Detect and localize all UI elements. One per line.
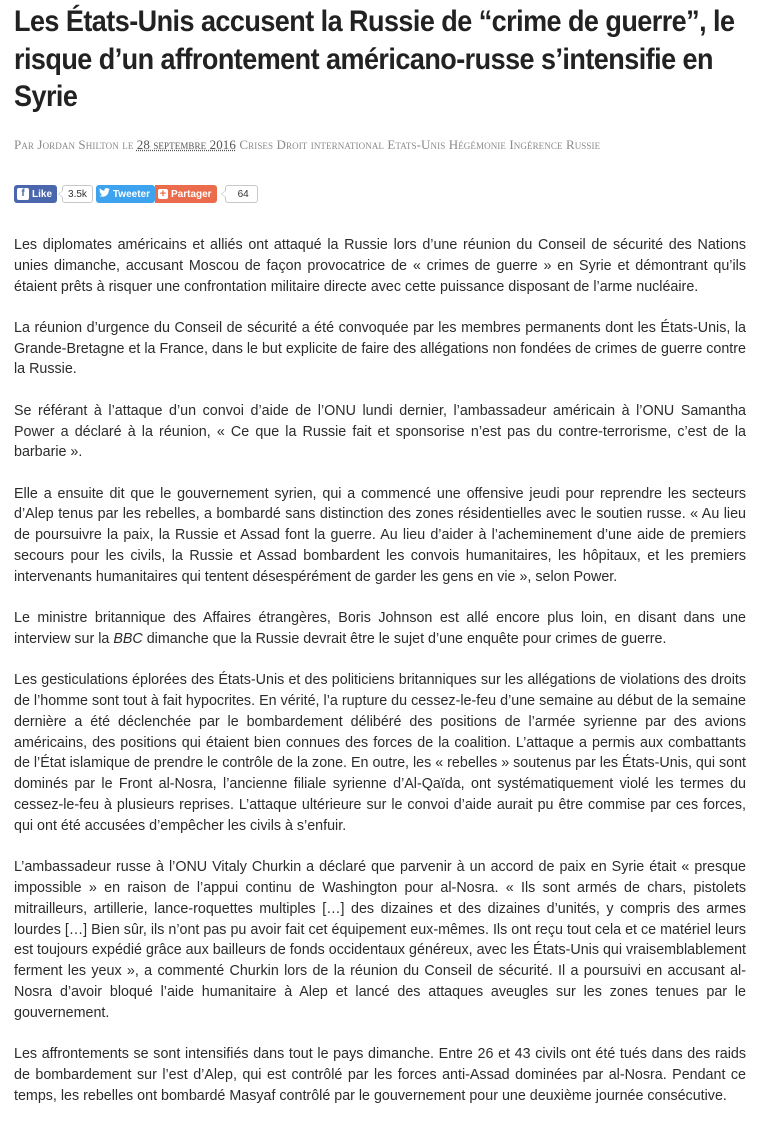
article-body	[14, 235, 746, 1127]
social-share-bar	[14, 184, 258, 204]
category-link-ingerence[interactable]: Ingérence	[509, 137, 563, 152]
facebook-like-button[interactable]	[14, 185, 57, 203]
paragraph: Elle a ensuite dit que le gouvernement syrien, qui a commencé une offensive jeudi pour reprendre les secteurs d’Alep tenus par les rebelles, a bombardé sans distinction des zones résidentielles avec le soutien russe. « Au lieu de poursuivre la paix, la Russie et Assad font la guerre. Au lieu d’aider à l’acheminement d’une aide de premiers secours pour les civils, la Russie et Assad bombardent les convois humanitaires, les hôpitaux, et les premiers intervenants humanitaires qui tentent désespérément de garder les gens en vie », selon Power.	[14, 485, 746, 585]
like-count: 3.5k	[62, 185, 93, 203]
paragraph	[14, 608, 746, 650]
article-meta	[14, 137, 759, 153]
category-link-crises[interactable]: Crises	[239, 137, 274, 152]
paragraph: Les gesticulations éplorées des États-Unis et des politiciens britanniques sur les allégations de violations des droits de l’homme sont tout à fait hypocrites. En vérité, l’a rupture du cessez-le-feu d’une semaine au début de la semaine dernière a été déclenchée par le bombardement délibéré des positions de l’armée syrienne par des avions américains, des positions qui étaient bien connues des forces de la coalition. L’attaque a permis aux combattants de l’État islamique de prendre le contrôle de la zone. En outre, les « rebelles » soutenus par les États-Unis, qui sont dominés par le Front al-Nosra, l’ancienne filiale syrienne d’Al-Qaïda, ont systématiquement violé les termes du cessez-le-feu à plusieurs reprises. L’attaque ultérieure sur le convoi d’aide aurait pu être commise par ces forces, qui ont été accusées d’empêcher les civils à s’enfuir.	[14, 672, 746, 834]
publish-date: 28 septembre 2016	[136, 137, 236, 152]
paragraph: Les affrontements se sont intensifiés dans tout le pays dimanche. Entre 26 et 43 civils ont été tués dans des raids de bombardement sur l’est d’Alep, qui est contrôlé par les forces anti-Assad dominées par al-Nosra. Pendant ce temps, les rebelles ont bombardé Masyaf contrôlé par le gouvernement pour une deuxième journée consécutive.	[14, 1046, 746, 1104]
paragraph-text: dimanche que la Russie devrait être le sujet d’une enquête pour crimes de guerre.	[142, 630, 667, 647]
bbc-italic: BBC	[113, 630, 143, 647]
category-link-droit-international[interactable]: Droit international	[276, 137, 385, 152]
article-title: Les États-Unis accusent la Russie de “crime de guerre”, le risque d’un affrontement américano-russe s’intensifie en Syrie	[14, 5, 735, 113]
like-label: Like	[32, 188, 53, 200]
tweet-label: Tweeter	[112, 188, 150, 200]
twitter-bird-icon	[99, 188, 110, 200]
share-count: 64	[225, 185, 258, 203]
article	[14, 0, 746, 1104]
tweet-button[interactable]	[96, 185, 155, 203]
category-link-hegemonie[interactable]: Hégémonie	[448, 137, 506, 152]
paragraph: La réunion d’urgence du Conseil de sécurité a été convoquée par les membres permanents dont les États-Unis, la Grande-Bretagne et la France, dans le but explicite de faire des allégations non fondées de crimes de guerre contre la Russie.	[14, 319, 746, 378]
category-link-russie[interactable]: Russie	[565, 137, 601, 152]
author-link[interactable]: Jordan Shilton	[37, 137, 119, 152]
paragraph: Se référant à l’attaque d’un convoi d’aide de l’ONU lundi dernier, l’ambassadeur américain à l’ONU Samantha Power a déclaré à la réunion, « Ce que la Russie fait et sponsorise n’est pas du contre-terrorisme, c’est de la barbarie ».	[14, 402, 746, 461]
paragraph: Les diplomates américains et alliés ont attaqué la Russie lors d’une réunion du Conseil de sécurité des Nations unies dimanche, accusant Moscou de façon provocatrice de « crimes de guerre » en Syrie et démontrant qu’ils étaient prêts à risquer une confrontation militaire directe avec cette puissance disposant de l’arme nucléaire.	[14, 237, 746, 295]
paragraph-text: Le ministre britannique des Affaires étrangères, Boris Johnson est allé encore plus loin, en disant dans une interview sur la	[14, 610, 746, 647]
by-prefix: Par	[14, 137, 35, 152]
share-button[interactable]	[155, 185, 217, 203]
facebook-icon: f	[17, 188, 29, 200]
paragraph: L’ambassadeur russe à l’ONU Vitaly Churkin a déclaré que parvenir à un accord de paix en Syrie était « presque impossible » en raison de l’appui continu de Washington pour al-Nosra. « Ils sont armés de chars, pistolets mitrailleurs, artillerie, lance-roquettes multiples […] des dizaines et des dizaines d’unités, y compris des armes lourdes […] Bien sûr, ils n’ont pas pu avoir fait cet équipement eux-mêmes. Ils ont reçu tout cela et ce matériel leurs est toujours expédié grâce aux bailleurs de fonds occidentaux généreux, avec les États-Unis qui vraisemblablement ferment les yeux », a commenté Churkin lors de la réunion du Conseil de sécurité. Il a poursuivi en accusant al-Nosra d’avoir bloqué l’aide humanitaire à Alep et lancé des attaques aveugles sur les zones tenues par le gouvernement.	[14, 859, 746, 1021]
share-label: Partager	[170, 188, 212, 200]
date-prefix: le	[122, 137, 134, 152]
plus-icon: +	[159, 188, 167, 200]
category-link-etats-unis[interactable]: Etats-Unis	[387, 137, 446, 152]
